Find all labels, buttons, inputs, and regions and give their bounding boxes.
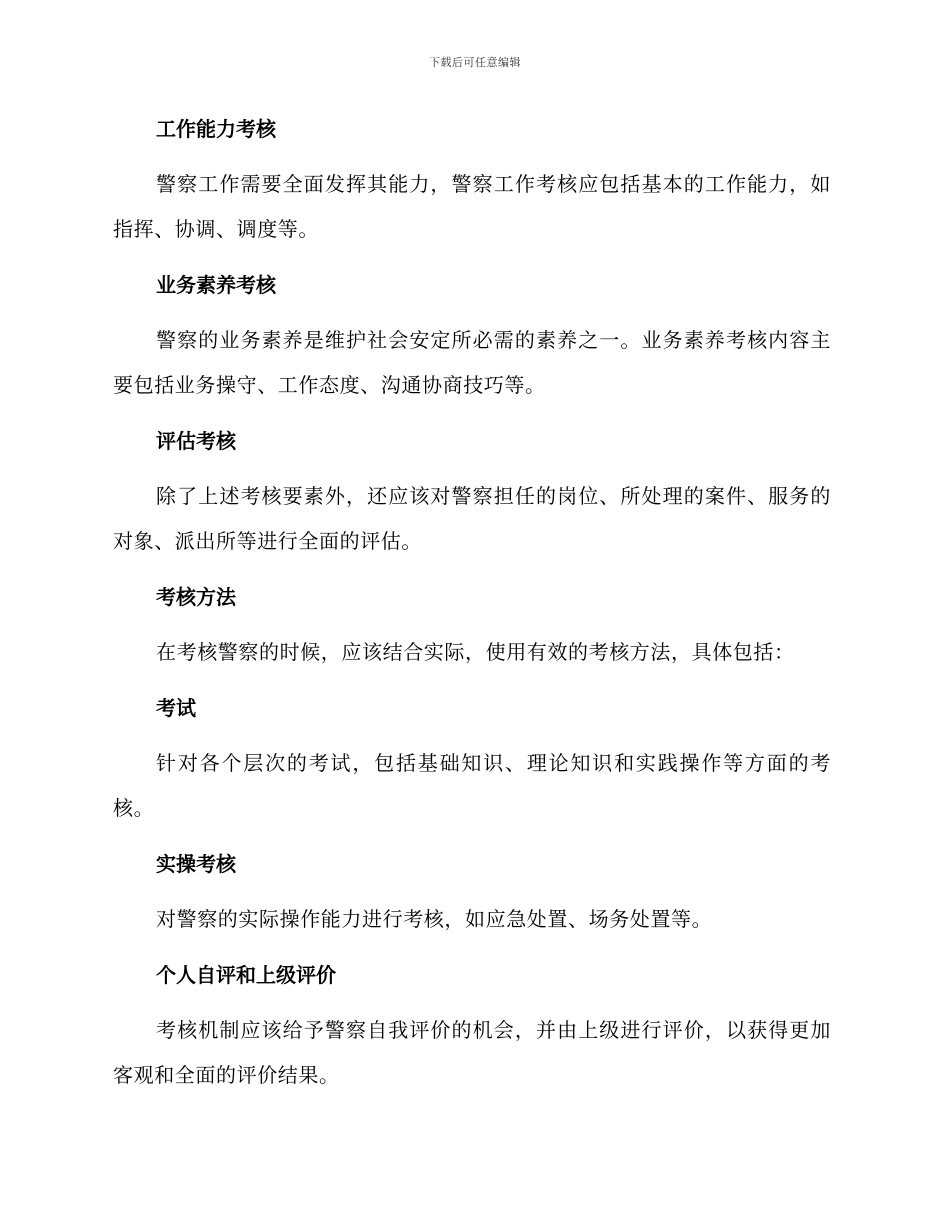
section-body-exam: 针对各个层次的考试，包括基础知识、理论知识和实践操作等方面的考核。 (113, 751, 831, 820)
section-heading-practical-assessment: 实操考核 (156, 852, 236, 876)
section-heading-professional-quality: 业务素养考核 (156, 273, 276, 297)
section-body-evaluation: 除了上述考核要素外，还应该对警察担任的岗位、所处理的案件、服务的对象、派出所等进行全面的评估。 (113, 484, 831, 553)
section-body-practical-assessment: 对警察的实际操作能力进行考核，如应急处置、场务处置等。 (156, 907, 713, 931)
document-body (113, 104, 831, 1098)
section-heading-exam: 考试 (156, 696, 196, 720)
section-body-professional-quality: 警察的业务素养是维护社会安定所必需的素养之一。业务素养考核内容主要包括业务操守、工作态度、沟通协商技巧等。 (113, 328, 831, 397)
section-heading-assessment-methods: 考核方法 (156, 585, 236, 609)
section-body-self-and-superior-evaluation: 考核机制应该给予警察自我评价的机会，并由上级进行评价，以获得更加客观和全面的评价结果。 (113, 1018, 831, 1087)
section-heading-evaluation: 评估考核 (156, 429, 236, 453)
section-heading-work-ability: 工作能力考核 (156, 117, 276, 141)
page-header-note: 下载后可任意编辑 (429, 56, 521, 69)
section-body-assessment-methods: 在考核警察的时候，应该结合实际，使用有效的考核方法，具体包括： (156, 640, 795, 664)
section-heading-self-and-superior-evaluation: 个人自评和上级评价 (156, 963, 336, 987)
section-body-work-ability: 警察工作需要全面发挥其能力，警察工作考核应包括基本的工作能力，如指挥、协调、调度等。 (113, 172, 831, 241)
